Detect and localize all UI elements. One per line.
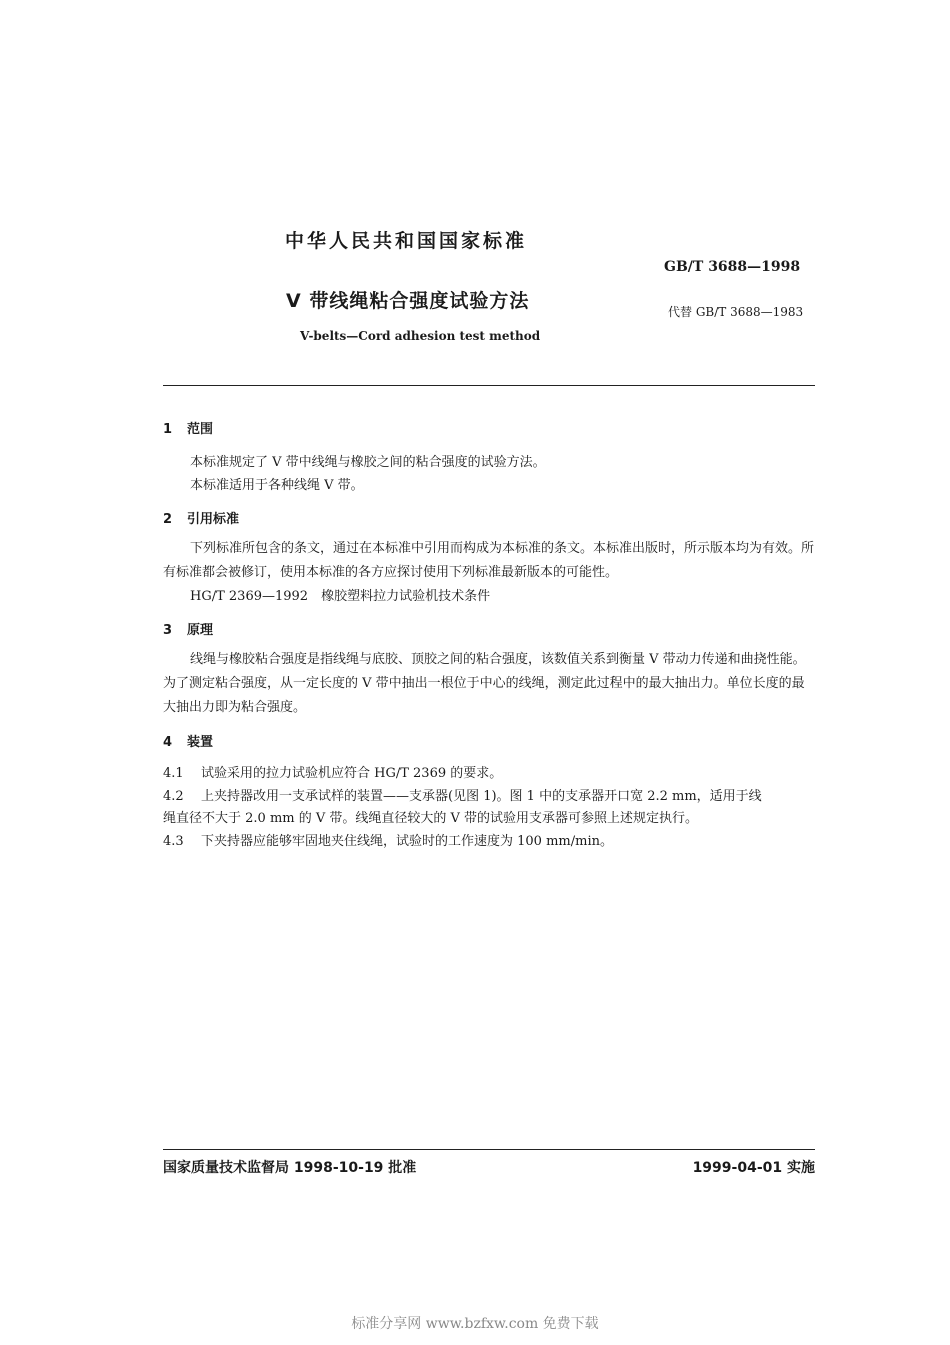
section-number: 3 [163,623,173,638]
clause-4-1 [163,762,502,781]
clause-text: 上夹持器改用一支承试样的装置——支承器(见图 1)。图 1 中的支承器开口宽 2.2 mm，适用于线 [201,789,762,804]
footer-divider [163,1149,815,1150]
clause-4-2 [163,785,762,804]
section-1-heading [163,418,213,437]
clause-number: 4.1 [163,766,184,781]
section-1-paragraph: 本标准规定了 V 带中线绳与橡胶之间的粘合强度的试验方法。 [190,455,546,470]
clause-4-2-continued: 绳直径不大于 2.0 mm 的 V 带。线绳直径较大的 V 带的试验用支承器可参照上述规定执行。 [163,811,699,826]
section-number: 1 [163,422,173,437]
document-title-english: V-belts—Cord adhesion test method [300,329,541,343]
watermark-text: 标准分享网 www.bzfxw.com 免费下载 [351,1316,599,1332]
section-number: 2 [163,512,173,527]
clause-text: 试验采用的拉力试验机应符合 HG/T 2369 的要求。 [201,766,503,781]
header-divider [163,385,815,386]
section-title: 引用标准 [187,512,240,527]
section-4-heading [163,731,213,750]
section-number: 4 [163,735,173,750]
section-3-paragraph: 线绳与橡胶粘合强度是指线绳与底胶、顶胶之间的粘合强度，该数值关系到衡量 V 带动力传递和曲挠性能。为了测定粘合强度，从一定长度的 V 带中抽出一根位于中心的线绳，测定此过程中的最大抽出力。单位长度的最大抽出力即为粘合强度。 [163,652,806,715]
section-title: 原理 [187,623,214,638]
section-title: 范围 [187,422,214,437]
section-2-paragraph: 下列标准所包含的条文，通过在本标准中引用而构成为本标准的条文。本标准出版时，所示版本均为有效。所有标准都会被修订，使用本标准的各方应探讨使用下列标准最新版本的可能性。 [163,541,815,580]
section-2-heading [163,508,239,527]
standard-code: GB/T 3688—1998 [664,259,801,275]
clause-text: 下夹持器应能够牢固地夹住线绳，试验时的工作速度为 100 mm/min。 [201,834,613,849]
section-1-paragraph: 本标准适用于各种线绳 V 带。 [190,478,364,493]
clause-number: 4.2 [163,789,184,804]
section-3-heading [163,619,213,638]
replaces-standard: 代替 GB/T 3688—1983 [668,305,804,319]
section-title: 装置 [187,735,214,750]
normative-reference: HG/T 2369—1992 橡胶塑料拉力试验机技术条件 [190,589,491,604]
clause-4-3 [163,830,613,849]
national-standard-title: 中华人民共和国国家标准 [285,230,528,252]
effective-date: 1999-04-01 实施 [692,1160,815,1176]
document-title: V 带线绳粘合强度试验方法 [286,290,530,312]
approval-date: 国家质量技术监督局 1998-10-19 批准 [163,1160,417,1176]
clause-number: 4.3 [163,834,184,849]
